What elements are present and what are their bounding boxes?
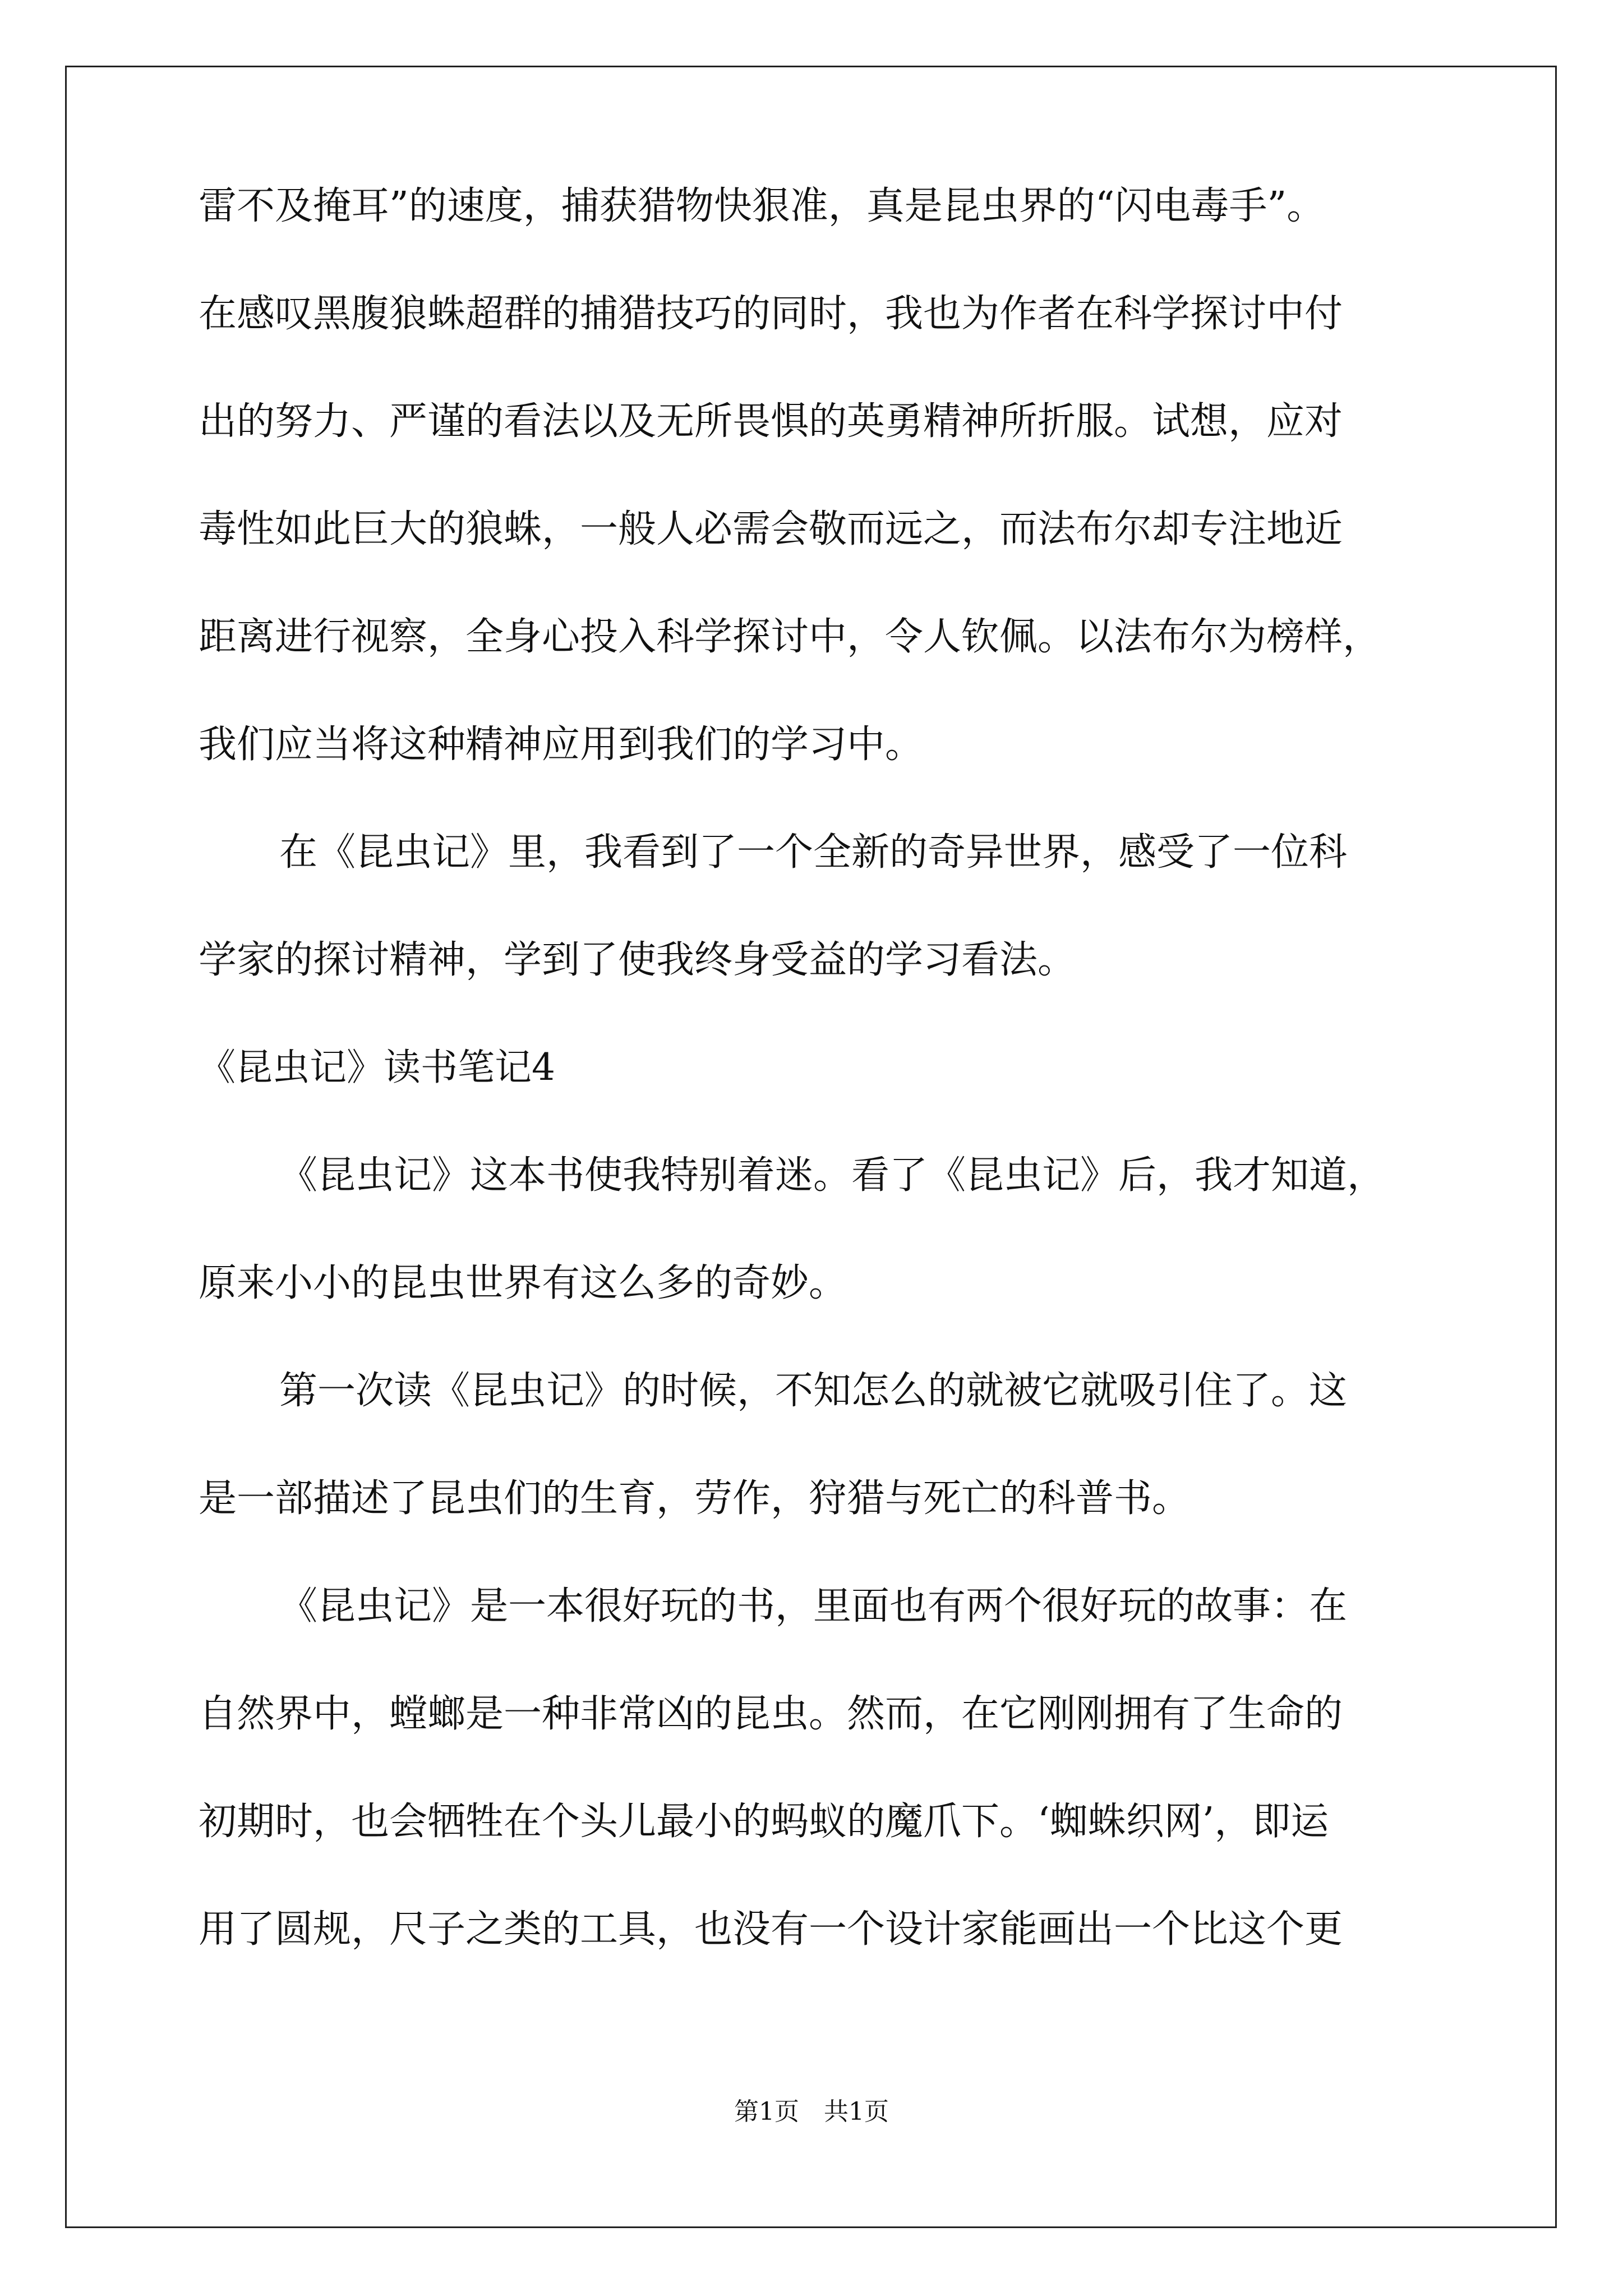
text-line: 出的努力、严谨的看法以及无所畏惧的英勇精神所折服。试想，应对: [199, 399, 1343, 444]
page-border: [65, 66, 1557, 2228]
text-line: 毒性如此巨大的狼蛛，一般人必需会敬而远之，而法布尔却专注地近: [199, 507, 1343, 551]
text-line: 原来小小的昆虫世界有这么多的奇妙。: [199, 1261, 847, 1305]
page-number-footer: 第1页 共1页: [734, 2097, 889, 2126]
text-line: 自然界中，螳螂是一种非常凶的昆虫。然而，在它刚刚拥有了生命的: [199, 1692, 1343, 1736]
section-heading: 《昆虫记》读书笔记4: [199, 1046, 555, 1089]
text-line: 我们应当将这种精神应用到我们的学习中。: [199, 723, 924, 767]
text-line: 学家的探讨精神，学到了使我终身受益的学习看法。: [199, 938, 1076, 982]
text-line: 用了圆规，尺子之类的工具，也没有一个设计家能画出一个比这个更: [199, 1907, 1343, 1952]
text-line: 距离进行视察，全身心投入科学探讨中，令人钦佩。以法布尔为榜样，: [199, 615, 1381, 659]
text-line: 是一部描述了昆虫们的生育，劳作，狩猎与死亡的科普书。: [199, 1476, 1191, 1521]
paragraph-first-line: 《昆虫记》是一本很好玩的书，里面也有两个很好玩的故事：在: [279, 1584, 1348, 1628]
text-line: 雷不及掩耳”的速度，捕获猎物快狠准，真是昆虫界的“闪电毒手”。: [199, 184, 1325, 228]
text-line: 初期时，也会牺牲在个头儿最小的蚂蚁的魔爪下。‘蜘蛛织网’，即运: [199, 1800, 1329, 1844]
paragraph-first-line: 第一次读《昆虫记》的时候，不知怎么的就被它就吸引住了。这: [279, 1369, 1348, 1413]
paragraph-first-line: 在《昆虫记》里，我看到了一个全新的奇异世界，感受了一位科: [279, 830, 1348, 875]
text-line: 在感叹黑腹狼蛛超群的捕猎技巧的同时，我也为作者在科学探讨中付: [199, 292, 1343, 336]
paragraph-first-line: 《昆虫记》这本书使我特别着迷。看了《昆虫记》后，我才知道，: [279, 1153, 1386, 1198]
